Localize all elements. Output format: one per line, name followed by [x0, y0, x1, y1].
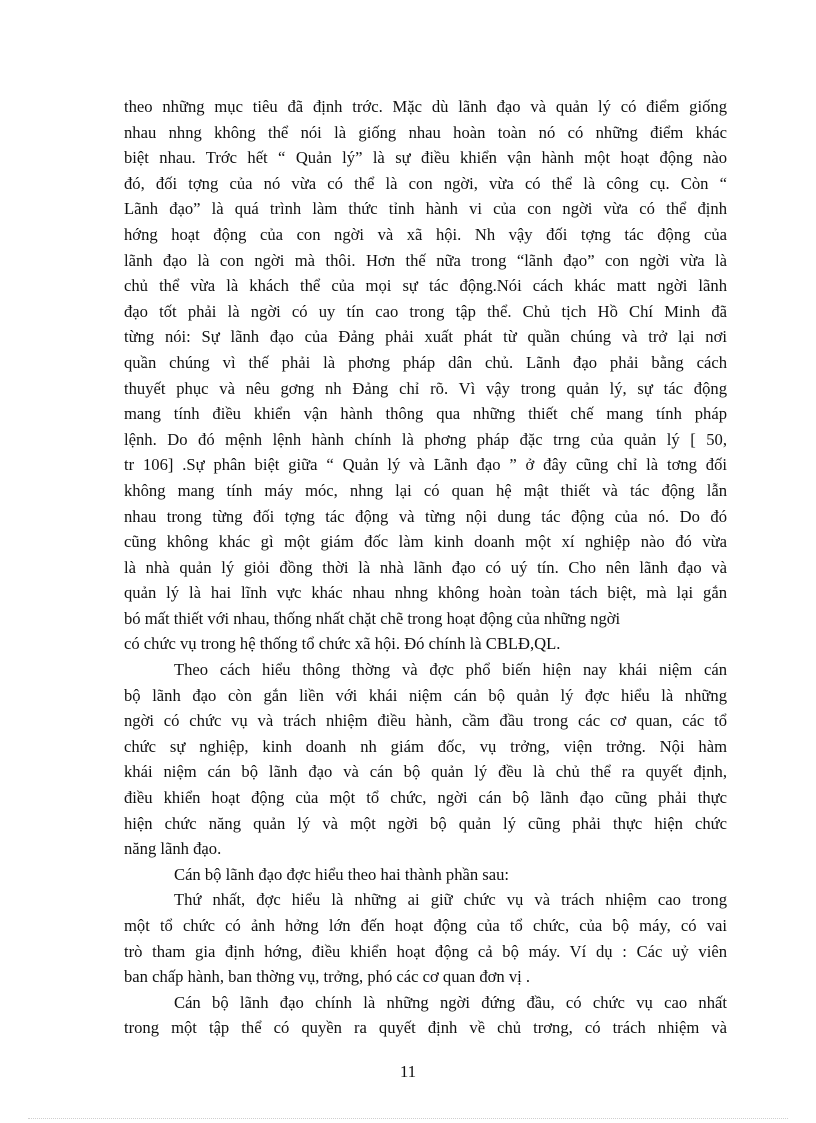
text-line: thuyết phục và nêu gơng nh Đảng chỉ rõ. Vì vậy trong quản lý, sự tác động: [124, 378, 727, 398]
text-line: trong một tập thể có quyền ra quyết định về chủ trơng, có trách nhiệm và: [124, 1018, 727, 1038]
text-line: Lãnh đạo” là quá trình làm thức tỉnh hành vi của con ngời vừa có thể định: [124, 199, 727, 219]
text-line: bộ lãnh đạo còn gắn liền với khái niệm cán bộ quản lý đợc hiểu là những: [124, 685, 727, 705]
text-line: biệt nhau. Trớc hết “ Quản lý” là sự điều khiển vận hành một hoạt động nào: [124, 148, 727, 168]
text-line: ban chấp hành, ban thờng vụ, trởng, phó các cơ quan đơn vị .: [124, 967, 531, 987]
text-line: năng lãnh đạo.: [124, 839, 222, 859]
text-line: trò tham gia định hớng, điều khiển hoạt động cả bộ máy. Ví dụ : Các uỷ viên: [124, 941, 727, 961]
text-line: theo những mục tiêu đã định trớc. Mặc dù lãnh đạo và quản lý có điểm giống: [124, 97, 727, 116]
text-line: nhau trong từng đối tợng tác động và từng nội dung tác động của nó. Do đó: [124, 506, 727, 526]
text-line: quần chúng vì thế phải là phơng pháp dân chủ. Lãnh đạo phải bằng cách: [124, 352, 727, 372]
text-line: hiện chức năng quản lý và một ngời bộ quản lý cũng phải thực hiện chức: [124, 813, 727, 833]
text-line: không mang tính máy móc, nhng lại có quan hệ mật thiết và tác động lẫn: [124, 480, 727, 500]
text-line: lệnh. Do đó mệnh lệnh hành chính là phơng pháp đặc trng của quản lý [ 50,: [124, 429, 727, 449]
text-line: Cán bộ lãnh đạo chính là những ngời đứng đầu, có chức vụ cao nhất: [174, 992, 727, 1012]
footer-dotted-rule: [28, 1118, 788, 1119]
text-line: hớng hoạt động của con ngời và xã hội. Nh vậy đối tợng tác động của: [124, 224, 727, 244]
text-line: từng nói: Sự lãnh đạo của Đảng phải xuất phát từ quần chúng và trở lại nơi: [124, 327, 727, 347]
text-line: một tổ chức có ảnh hởng lớn đến hoạt động của tổ chức, của bộ máy, có vai: [124, 916, 727, 935]
text-line: khái niệm cán bộ lãnh đạo và cán bộ quản lý đều là chủ thể ra quyết định,: [124, 762, 727, 782]
text-line: ngời có chức vụ và trách nhiệm điều hành, cầm đầu trong các cơ quan, các tổ: [124, 711, 727, 731]
text-line: quản lý là hai lĩnh vực khác nhau nhng không hoàn toàn tách biệt, mà lại gắn: [124, 583, 727, 603]
text-line: chủ thể vừa là khách thể của mọi sự tác động.Nói cách khác matt ngời lãnh: [124, 276, 727, 296]
text-line: đạo tốt phải là ngời có uy tín cao trong tập thể. Chủ tịch Hồ Chí Minh đã: [124, 301, 727, 321]
text-line: điều khiển hoạt động của một tổ chức, ngời cán bộ lãnh đạo cũng phải thực: [124, 788, 727, 808]
text-line: cũng không khác gì một giám đốc làm kinh doanh một xí nghiệp nào đó vừa: [124, 532, 727, 552]
text-line: chức sự nghiệp, kinh doanh nh giám đốc, vụ trởng, viện trởng. Nội hàm: [124, 736, 727, 756]
text-line: là nhà quản lý giỏi đồng thời là nhà lãnh đạo có uý tín. Cho nên lãnh đạo và: [124, 557, 727, 577]
text-line: Thứ nhất, đợc hiểu là những ai giữ chức vụ và trách nhiệm cao trong: [174, 890, 727, 910]
text-line: đó, đối tợng của nó vừa có thể là con ngời, vừa có thể là công cụ. Còn “: [124, 173, 727, 193]
text-line: có chức vụ trong hệ thống tổ chức xã hội. Đó chính là CBLĐ,QL.: [124, 634, 561, 654]
text-line: Theo cách hiểu thông thờng và đợc phổ biến hiện nay khái niệm cán: [174, 660, 727, 680]
text-line: mang tính điều khiển vận hành thông qua những thiết chế mang tính pháp: [124, 404, 727, 424]
text-line: nhau nhng không thể nói là giống nhau hoàn toàn nó có những điểm khác: [124, 122, 727, 142]
text-line: bó mất thiết với nhau, thống nhất chặt chẽ trong hoạt động của những ngời: [124, 608, 621, 628]
text-line: tr 106] .Sự phân biệt giữa “ Quản lý và Lãnh đạo ” ở đây cũng chỉ là tơng đối: [124, 455, 727, 475]
body-text: [124, 94, 727, 1041]
text-line: lãnh đạo là con ngời mà thôi. Hơn thế nữa trong “lãnh đạo” con ngời vừa là: [124, 250, 727, 270]
page-number: 11: [399, 1062, 417, 1081]
text-line: Cán bộ lãnh đạo đợc hiểu theo hai thành phần sau:: [174, 864, 510, 884]
